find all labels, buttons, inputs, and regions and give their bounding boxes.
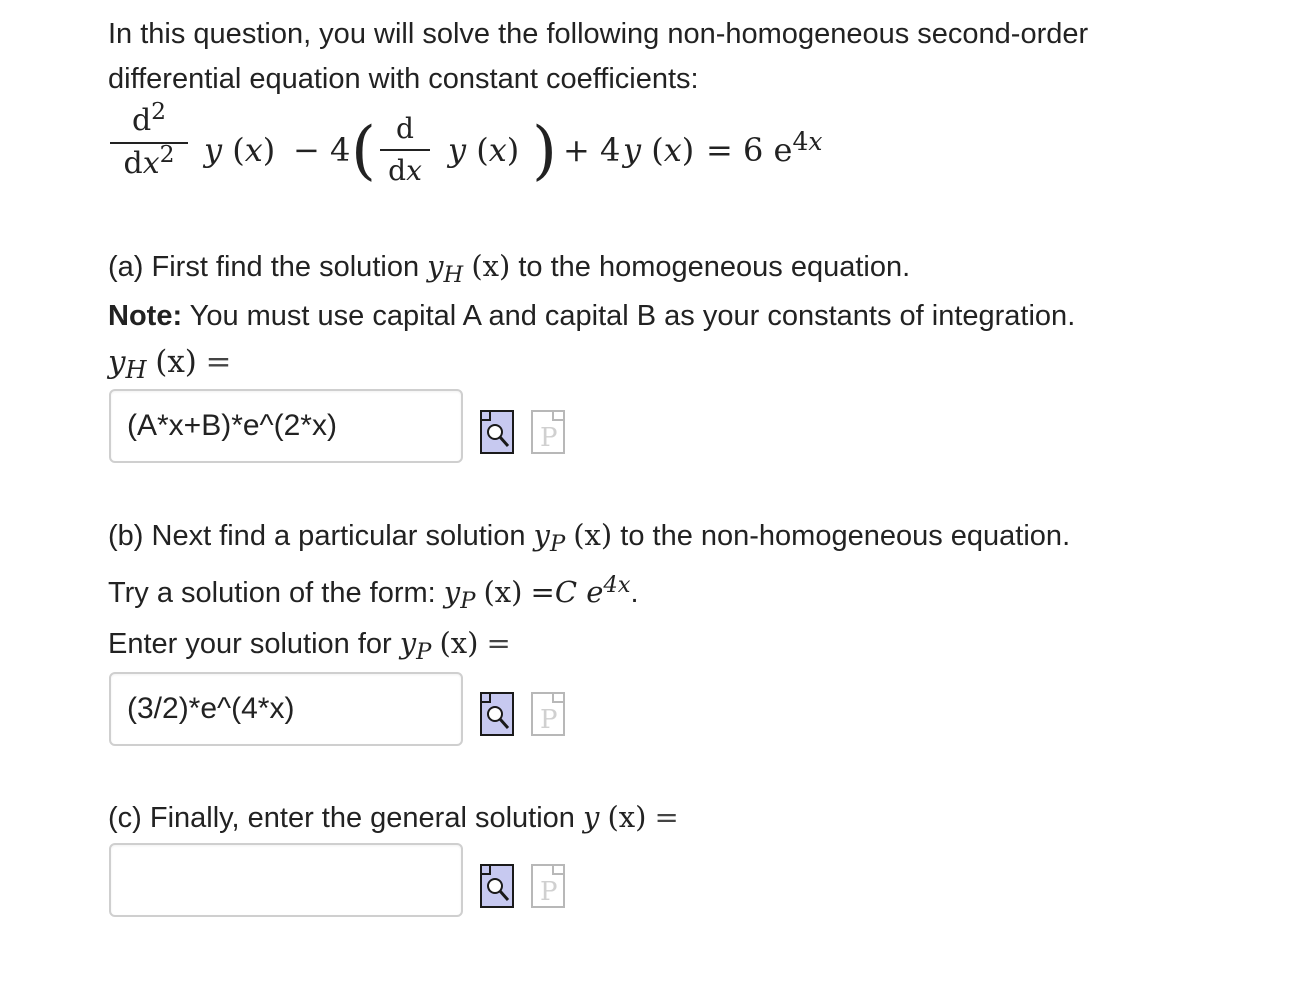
differential-equation [108, 97, 868, 203]
second-derivative-fraction: $d^2$ $dx^2$ [110, 103, 188, 183]
pg-help-icon[interactable] [531, 692, 565, 736]
part-a-yh-label: yH (x) = [108, 344, 232, 385]
part-a-note: Note: You must use capital A and capital B as your constants of integration. [108, 300, 1076, 332]
part-b-enter-label: Enter your solution for yP (x) = [108, 626, 511, 665]
yp-answer-input[interactable] [109, 672, 463, 746]
pg-help-icon[interactable] [531, 410, 565, 454]
yh-answer-input[interactable] [109, 389, 463, 463]
part-c-prompt: (c) Finally, enter the general solution y (x) = [108, 800, 679, 834]
general-solution-input[interactable] [109, 843, 463, 917]
plus-four-coefficient: + 4 [563, 131, 621, 169]
minus-four-coefficient: − 4 [293, 131, 351, 169]
svg-text:P: P [540, 423, 558, 453]
right-big-paren: ) [532, 114, 557, 188]
intro-line-2: differential equation with constant coefficients: [108, 63, 699, 95]
part-a-prompt: (a) First find the solution yH (x) to the homogeneous equation. [108, 249, 911, 288]
preview-icon[interactable] [480, 692, 514, 736]
left-big-paren: ( [351, 114, 376, 188]
preview-icon[interactable] [480, 864, 514, 908]
y-of-x-term-2: y (x) [448, 131, 520, 169]
svg-text:P: P [540, 877, 558, 907]
part-b-prompt: (b) Next find a particular solution yP (x) to the non-homogeneous equation. [108, 518, 1071, 557]
pg-help-icon[interactable] [531, 864, 565, 908]
first-derivative-fraction: d dx [380, 111, 430, 189]
part-b-try-form: Try a solution of the form: yP (x) =C $e^{4x}$. [108, 571, 639, 614]
preview-icon[interactable] [480, 410, 514, 454]
y-of-x-term-3: y (x) [623, 131, 695, 169]
svg-text:P: P [540, 705, 558, 735]
intro-line-1: In this question, you will solve the following non-homogeneous second-order [108, 18, 1089, 50]
y-of-x-term-1: y (x) [204, 131, 276, 169]
rhs-exponential: = 6 $e^{4x}$ [706, 126, 823, 169]
